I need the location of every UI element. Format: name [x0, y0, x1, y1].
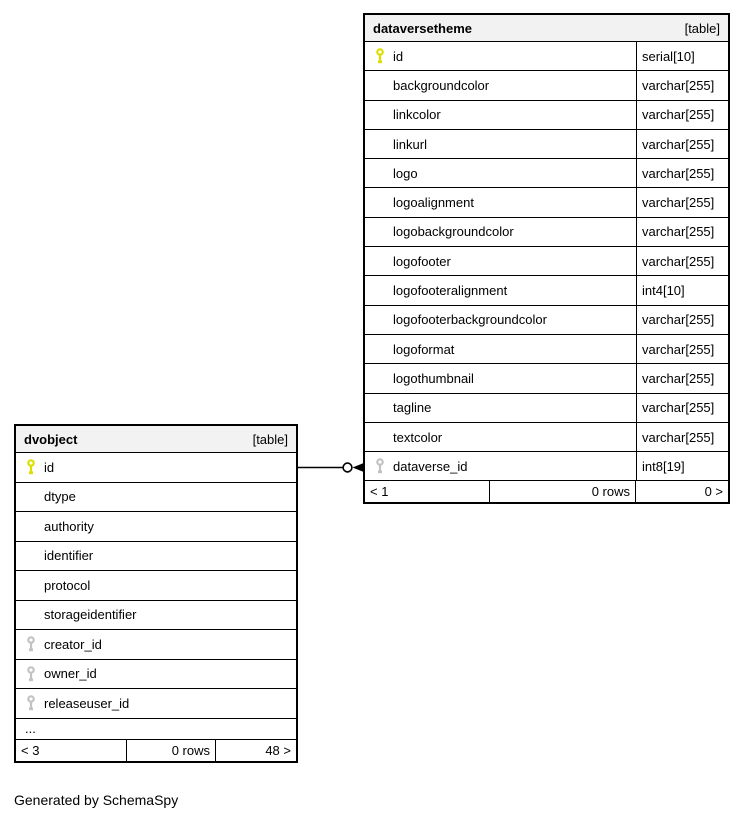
table-footer: [16, 739, 296, 761]
column-name: logothumbnail: [393, 370, 474, 386]
column-type: varchar[255]: [636, 188, 728, 216]
column-name-cell: [16, 571, 296, 600]
column-name-cell: [365, 423, 636, 451]
key-icon-placeholder: [374, 370, 386, 386]
primary-key-icon: [374, 48, 386, 64]
column-name: authority: [44, 518, 94, 534]
column-row-creator_id: [16, 629, 296, 659]
row-count: 0 rows: [489, 481, 636, 502]
table-header-dvobject[interactable]: [16, 426, 296, 452]
column-row-id: [16, 452, 296, 482]
column-type: varchar[255]: [636, 335, 728, 363]
column-type: varchar[255]: [636, 306, 728, 334]
column-row-dtype: [16, 482, 296, 512]
column-name: creator_id: [44, 636, 102, 652]
column-row-releaseuser_id: [16, 688, 296, 718]
key-icon-placeholder: [374, 195, 386, 211]
children-count: < 1: [370, 484, 389, 500]
column-name: owner_id: [44, 666, 97, 682]
column-name-cell: [365, 394, 636, 422]
column-row-linkurl: [365, 129, 728, 158]
more-columns-ellipsis: ...: [16, 718, 296, 739]
column-name-cell: [365, 335, 636, 363]
column-type: int8[19]: [636, 452, 728, 480]
key-icon-placeholder: [374, 400, 386, 416]
column-row-id: [365, 41, 728, 70]
column-name-cell: [365, 452, 636, 480]
column-row-storageidentifier: [16, 600, 296, 630]
column-name-cell: [365, 101, 636, 129]
column-type: varchar[255]: [636, 423, 728, 451]
column-name-cell: [365, 188, 636, 216]
foreign-key-connector: [296, 454, 366, 480]
column-name: logofooter: [393, 253, 451, 269]
column-name-cell: [16, 453, 296, 482]
column-name-cell: [16, 542, 296, 571]
table-title[interactable]: dvobject: [24, 431, 78, 447]
key-icon-placeholder: [374, 107, 386, 123]
table-type-badge: [table]: [252, 431, 288, 447]
generator-credit: Generated by SchemaSpy: [14, 792, 179, 808]
column-row-logofooterbackgroundcolor: [365, 305, 728, 334]
column-name-cell: [365, 247, 636, 275]
column-name: releaseuser_id: [44, 695, 130, 711]
column-name-cell: [16, 483, 296, 512]
column-row-logothumbnail: [365, 363, 728, 392]
column-name-cell: [365, 364, 636, 392]
column-name-cell: [365, 306, 636, 334]
foreign-key-icon: [25, 666, 37, 682]
table-type-badge: [table]: [684, 20, 720, 36]
column-row-logofooteralignment: [365, 275, 728, 304]
column-name: linkurl: [393, 136, 427, 152]
column-name: logoalignment: [393, 195, 474, 211]
table-footer: [365, 480, 728, 502]
key-icon-placeholder: [374, 77, 386, 93]
foreign-key-icon: [25, 695, 37, 711]
column-name: logofooterbackgroundcolor: [393, 312, 547, 328]
key-icon-placeholder: [374, 283, 386, 299]
column-type: varchar[255]: [636, 394, 728, 422]
key-icon-placeholder: [374, 165, 386, 181]
column-row-logoalignment: [365, 187, 728, 216]
column-row-logoformat: [365, 334, 728, 363]
column-name: backgroundcolor: [393, 77, 490, 93]
key-icon-placeholder: [374, 429, 386, 445]
column-type: varchar[255]: [636, 159, 728, 187]
column-row-protocol: [16, 570, 296, 600]
key-icon-placeholder: [25, 577, 37, 593]
column-name: dataverse_id: [393, 458, 468, 474]
column-type: varchar[255]: [636, 364, 728, 392]
parents-count: 48 >: [265, 742, 291, 758]
column-type: int4[10]: [636, 276, 728, 304]
column-row-authority: [16, 511, 296, 541]
column-row-logo: [365, 158, 728, 187]
column-type: varchar[255]: [636, 71, 728, 99]
children-count: < 3: [21, 742, 40, 758]
key-icon-placeholder: [374, 312, 386, 328]
column-type: varchar[255]: [636, 101, 728, 129]
column-row-textcolor: [365, 422, 728, 451]
key-icon-placeholder: [374, 224, 386, 240]
column-name-cell: [16, 689, 296, 718]
column-name: textcolor: [393, 429, 443, 445]
column-name-cell: [365, 276, 636, 304]
column-name: id: [44, 459, 55, 475]
table-header-dataversetheme[interactable]: [365, 15, 728, 41]
column-type: serial[10]: [636, 42, 728, 70]
key-icon-placeholder: [374, 253, 386, 269]
column-name-cell: [365, 218, 636, 246]
column-type: varchar[255]: [636, 130, 728, 158]
column-row-backgroundcolor: [365, 70, 728, 99]
column-row-dataverse_id: [365, 451, 728, 480]
key-icon-placeholder: [25, 489, 37, 505]
column-row-owner_id: [16, 659, 296, 689]
column-name: linkcolor: [393, 107, 441, 123]
column-list: [365, 41, 728, 480]
key-icon-placeholder: [25, 607, 37, 623]
column-name-cell: [365, 71, 636, 99]
table-dataversetheme: [363, 13, 730, 504]
column-name-cell: [365, 159, 636, 187]
column-type: varchar[255]: [636, 247, 728, 275]
column-name-cell: [365, 130, 636, 158]
column-name-cell: [16, 630, 296, 659]
key-icon-placeholder: [25, 518, 37, 534]
key-icon-placeholder: [374, 136, 386, 152]
column-row-linkcolor: [365, 100, 728, 129]
column-list: [16, 452, 296, 718]
column-row-tagline: [365, 393, 728, 422]
column-name: storageidentifier: [44, 607, 137, 623]
column-row-identifier: [16, 541, 296, 571]
key-icon-placeholder: [374, 341, 386, 357]
foreign-key-icon: [374, 458, 386, 474]
table-title[interactable]: dataversetheme: [373, 20, 472, 36]
table-dvobject: [14, 424, 298, 763]
column-name: id: [393, 48, 404, 64]
column-name: tagline: [393, 400, 432, 416]
key-icon-placeholder: [25, 548, 37, 564]
column-name-cell: [16, 512, 296, 541]
primary-key-icon: [25, 459, 37, 475]
column-name-cell: [16, 660, 296, 689]
column-name: logobackgroundcolor: [393, 224, 514, 240]
column-name: logofooteralignment: [393, 283, 508, 299]
foreign-key-icon: [25, 636, 37, 652]
column-name: dtype: [44, 489, 76, 505]
parents-count: 0 >: [704, 484, 723, 500]
column-type: varchar[255]: [636, 218, 728, 246]
column-name: logoformat: [393, 341, 455, 357]
column-row-logofooter: [365, 246, 728, 275]
column-name: identifier: [44, 548, 94, 564]
column-name-cell: [365, 42, 636, 70]
row-count: 0 rows: [126, 740, 216, 761]
column-row-logobackgroundcolor: [365, 217, 728, 246]
column-name-cell: [16, 601, 296, 630]
column-name: protocol: [44, 577, 91, 593]
column-name: logo: [393, 165, 418, 181]
